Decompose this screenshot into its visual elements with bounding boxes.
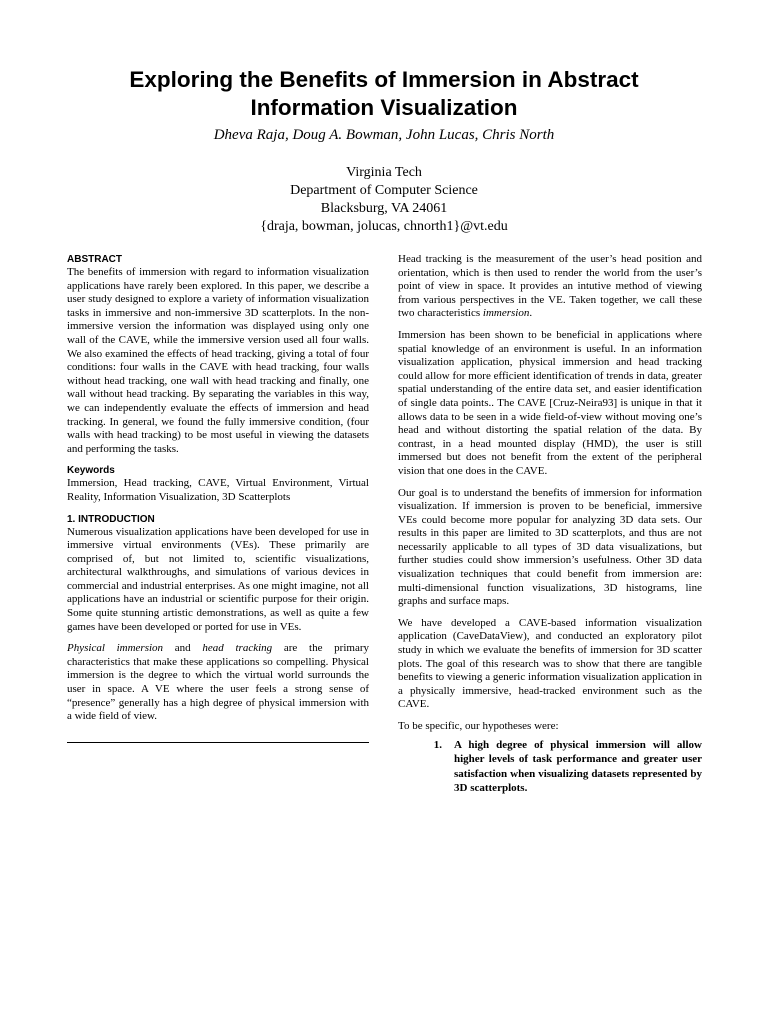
hypothesis-text: A high degree of physical immersion will allow higher levels of task performance and greater user satisfaction when visualizing datasets represented by 3D scatterplots.: [454, 738, 702, 795]
title-line-1: Exploring the Benefits of Immersion in Abstract: [129, 67, 639, 92]
head-tracking-text: Head tracking is the measurement of the user’s head position and orientation, which is then used to render the world from the user’s point of view in space. It provides an intutive method of viewing from various perspectives in the VE. Taken together, we call these two characteristics: [398, 253, 702, 320]
term-immersion: immersion: [482, 307, 530, 320]
abstract-heading: ABSTRACT: [67, 254, 122, 265]
hypothesis-number: 1.: [433, 738, 442, 751]
title-line-2: Information Visualization: [250, 95, 518, 120]
hypotheses-intro: To be specific, our hypotheses were:: [398, 720, 559, 732]
author-list: Dheva Raja, Doug A. Bowman, John Lucas, Chris North: [213, 127, 555, 143]
introduction-heading: 1. INTRODUCTION: [67, 513, 155, 525]
paper-title: [60, 66, 708, 122]
affiliation-block: [60, 164, 708, 236]
city: Blacksburg, VA 24061: [320, 201, 448, 216]
left-column: [67, 253, 369, 743]
application-paragraph: We have developed a CAVE-based information visualization application (CaveDataView), and conducted an exploratory pilot study in which we evaluate the benefits of immersion for 3D scatter plots. The goal of this research was to show that there are tangible benefits to viewing a generic information visualization application in a physically immersive, head-tracked environment such as the CAVE.: [398, 616, 702, 711]
intro-p2-rest: are the primary characteristics that make these applications so compelling. Physical immersion is the degree to which the virtual world surrounds the user in space. A VE where the user feels a strong sense of “presence” generally has a high degree of physical immersion with a wide field of view.: [67, 642, 369, 723]
intro-paragraph-1: Numerous visualization applications have been developed for use in immersive virtual environments (VEs). These primarily are comprised of, but not limited to, scientific visualizations, architectural walkthroughs, and simulations of various devices in commercial and industrial enterprises. As one might imagine, not all applications have an industrial or scientific purpose for their origin. Some quite stunning artistic demonstrations, as well as quite a few games have been developed or ported for use in VEs.: [67, 525, 369, 633]
abstract-text: The benefits of immersion with regard to information visualization applications have rarely been explored. In this paper, we describe a user study designed to explore a variety of information visualization tasks in immersive and non-immersive 3D scatterplots. In the non-immersive version the information was displayed using only one wall of the CAVE, while the immersive version used all four walls. We also examined the effects of head tracking, giving a total of four conditions: four walls in the CAVE with head tracking, four walls without head tracking, one wall with head tracking and finally, one wall without head tracking. By separating the variables in this way, we can independently evaluate the effects of immersion and head tracking. In general, we found the fully immersive condition, (four walls with head tracking) to be most useful in viewing the datasets and performing the tasks.: [67, 266, 369, 455]
footnote-separator: [67, 742, 369, 743]
head-tracking-paragraph: [398, 253, 702, 321]
keywords-heading: Keywords: [67, 465, 115, 477]
institution: Virginia Tech: [346, 165, 422, 180]
intro-p2-connector: and: [163, 642, 203, 655]
right-column: [398, 253, 702, 796]
hypothesis-item: [398, 738, 702, 796]
head-tracking-end: .: [529, 307, 533, 320]
intro-paragraph-2: [67, 642, 369, 724]
keywords-text: Immersion, Head tracking, CAVE, Virtual Environment, Virtual Reality, Information Visualization, 3D Scatterplots: [67, 477, 369, 503]
goal-paragraph: Our goal is to understand the benefits of immersion for information visualization. If immersion is proven to be beneficial, immersive VEs could become more popular for analyzing 3D data sets. Our results in this paper are limited to 3D scatterplots, and thus are not necessarily applicable to all types of 3D data visualizations, but further studies could show immersion’s usefulness. Other 3D data visualization techniques that could benefit from immersion are: multi-dimensional function visualizations, 3D histograms, line graphs and surface maps.: [398, 486, 702, 608]
hypotheses-list: [398, 738, 702, 796]
department: Department of Computer Science: [290, 183, 478, 198]
immersion-benefits-paragraph: Immersion has been shown to be beneficial in applications where spatial knowledge of an environment is useful. In an information visualization application, physical immersion and head tracking could allow for more efficient identification of trends in data, greater spatial understanding of the entire data set, and easier identification of single data points.. The CAVE [Cruz-Neira93] is unique in that it allows data to be seen in a wide field-of-view without moving one’s head and without distorting the spatial relation of the data. By contrast, in a head mounted display (HMD), the user is still immersed but does not benefit from the extent of the peripheral vision that one does in the CAVE.: [398, 328, 702, 477]
term-physical-immersion: Physical immersion: [67, 642, 164, 655]
term-head-tracking: head tracking: [202, 642, 273, 655]
author-emails: {draja, bowman, jolucas, chnorth1}@vt.edu: [260, 219, 508, 234]
